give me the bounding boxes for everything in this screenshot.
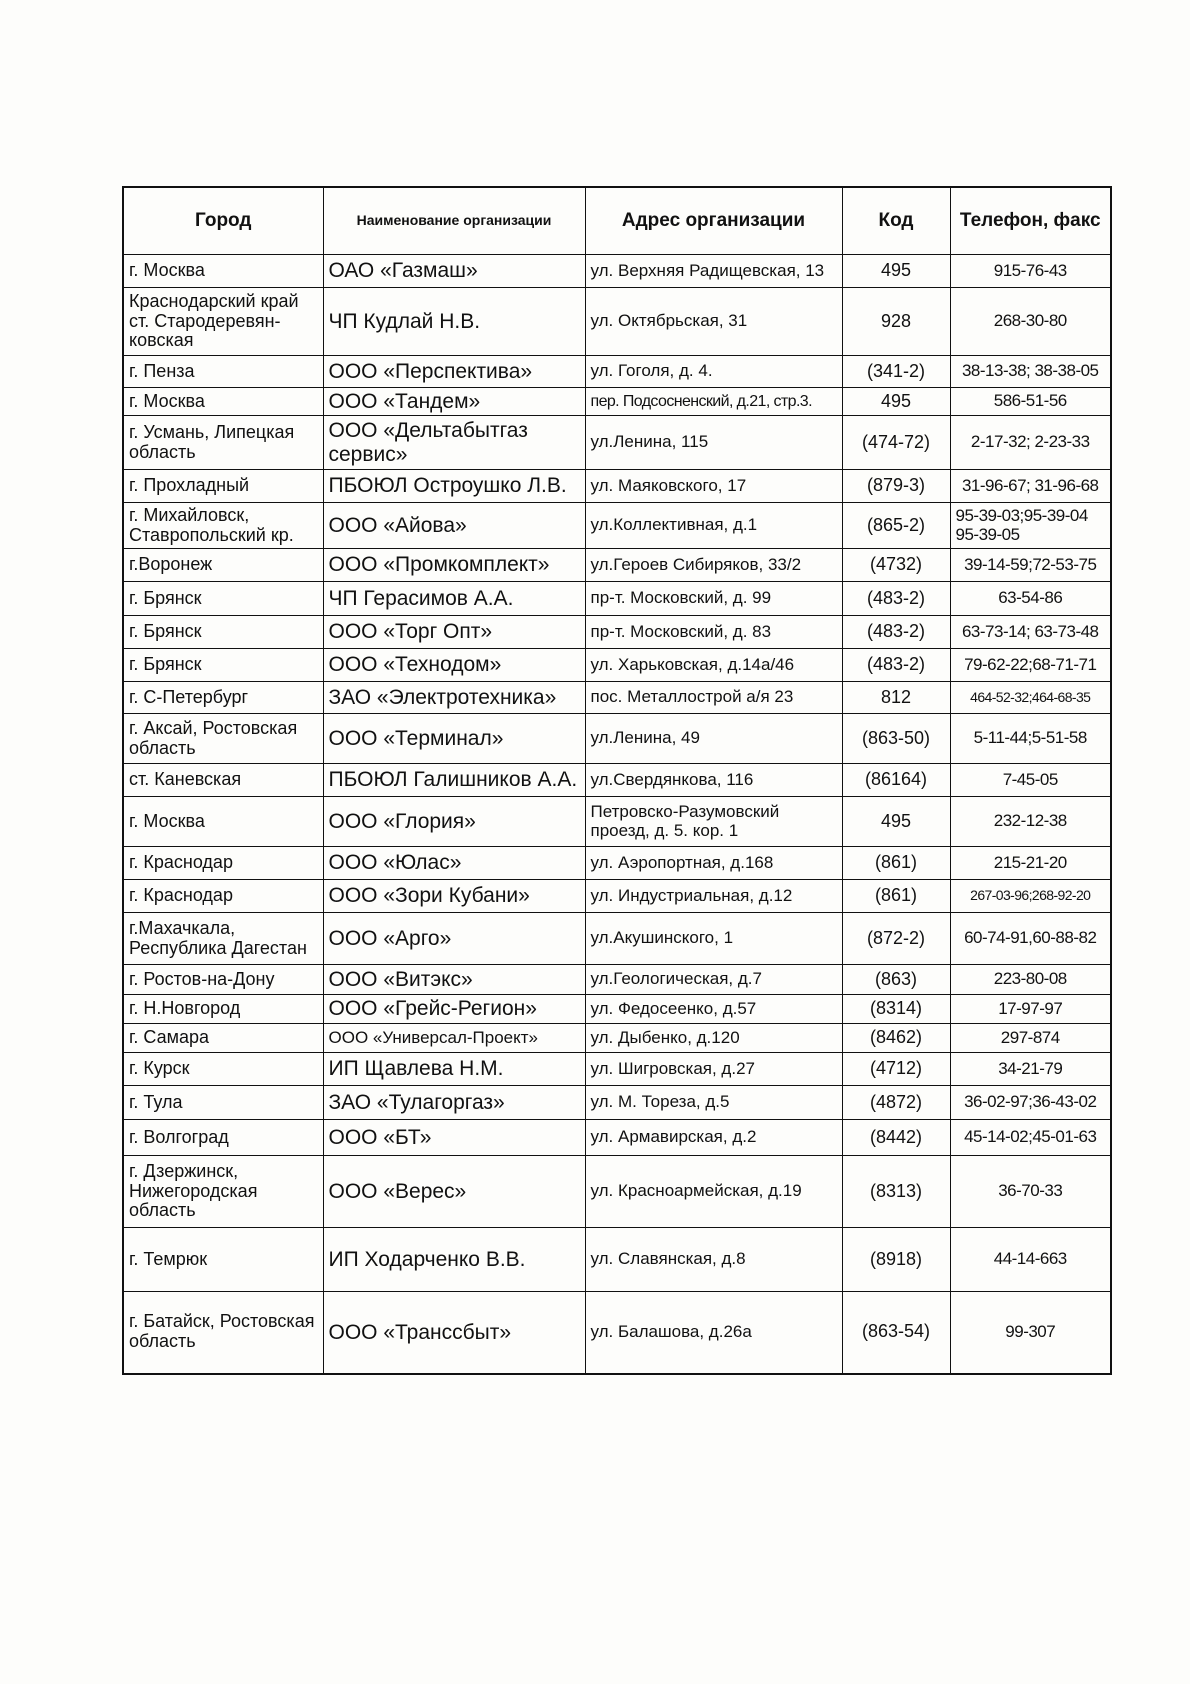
table-row xyxy=(123,913,1111,965)
code-cell: (8442) xyxy=(842,1120,950,1156)
phone-cell: 95-39-03;95-39-04 95-39-05 xyxy=(950,503,1111,549)
city-cell: г. Москва xyxy=(123,255,323,288)
organization-cell: ОАО «Газмаш» xyxy=(323,255,585,288)
city-cell: г. Михайловск, Ставропольский кр. xyxy=(123,503,323,549)
table-row xyxy=(123,388,1111,416)
table-row xyxy=(123,995,1111,1024)
address-cell: пер. Подсосненский, д.21, стр.3. xyxy=(585,388,842,416)
code-cell: (483-2) xyxy=(842,649,950,682)
code-cell: (8462) xyxy=(842,1024,950,1053)
address-cell: ул.Свердянкова, 116 xyxy=(585,764,842,797)
city-cell: г. Аксай, Ростовская область xyxy=(123,714,323,764)
city-cell: г. Дзержинск, Нижегородская область xyxy=(123,1156,323,1228)
header-address: Адрес организации xyxy=(585,187,842,255)
phone-cell: 39-14-59;72-53-75 xyxy=(950,549,1111,582)
phone-cell: 38-13-38; 38-38-05 xyxy=(950,356,1111,388)
organization-cell: ООО «Арго» xyxy=(323,913,585,965)
phone-cell: 45-14-02;45-01-63 xyxy=(950,1120,1111,1156)
organization-cell: ООО «Витэкс» xyxy=(323,965,585,995)
table-row xyxy=(123,682,1111,714)
table-row xyxy=(123,503,1111,549)
organization-cell: ООО «Дельтабытгаз сервис» xyxy=(323,416,585,470)
code-cell: (4732) xyxy=(842,549,950,582)
table-row xyxy=(123,549,1111,582)
city-cell: г. Темрюк xyxy=(123,1228,323,1292)
address-cell: ул. Маяковского, 17 xyxy=(585,470,842,503)
phone-cell: 44-14-663 xyxy=(950,1228,1111,1292)
address-cell: ул. Дыбенко, д.120 xyxy=(585,1024,842,1053)
city-cell: г. Курск xyxy=(123,1053,323,1086)
address-cell: пос. Металлострой а/я 23 xyxy=(585,682,842,714)
city-cell: г. Брянск xyxy=(123,582,323,616)
address-cell: ул. М. Тореза, д.5 xyxy=(585,1086,842,1120)
organization-cell: ИП Ходарченко В.В. xyxy=(323,1228,585,1292)
table-row xyxy=(123,1086,1111,1120)
phone-cell: 2-17-32; 2-23-33 xyxy=(950,416,1111,470)
table-row xyxy=(123,965,1111,995)
phone-cell: 267-03-96;268-92-20 xyxy=(950,880,1111,913)
city-cell: г. Батайск, Ростовская область xyxy=(123,1292,323,1374)
code-cell: (863-50) xyxy=(842,714,950,764)
code-cell: (879-3) xyxy=(842,470,950,503)
code-cell: 928 xyxy=(842,288,950,356)
phone-cell: 79-62-22;68-71-71 xyxy=(950,649,1111,682)
table-row xyxy=(123,797,1111,847)
city-cell: г. Москва xyxy=(123,797,323,847)
table-row xyxy=(123,1156,1111,1228)
table-row xyxy=(123,880,1111,913)
address-cell: пр-т. Московский, д. 99 xyxy=(585,582,842,616)
code-cell: (483-2) xyxy=(842,616,950,649)
city-cell: г. Тула xyxy=(123,1086,323,1120)
table-row xyxy=(123,1024,1111,1053)
code-cell: 495 xyxy=(842,797,950,847)
table-row xyxy=(123,1228,1111,1292)
address-cell: ул.Коллективная, д.1 xyxy=(585,503,842,549)
phone-cell: 586-51-56 xyxy=(950,388,1111,416)
city-cell: г. Краснодар xyxy=(123,880,323,913)
code-cell: (8314) xyxy=(842,995,950,1024)
code-cell: 495 xyxy=(842,388,950,416)
address-cell: пр-т. Московский, д. 83 xyxy=(585,616,842,649)
city-cell: ст. Каневская xyxy=(123,764,323,797)
organizations-table xyxy=(122,186,1112,1375)
organization-cell: ЗАО «Тулагоргаз» xyxy=(323,1086,585,1120)
code-cell: (4872) xyxy=(842,1086,950,1120)
address-cell: ул. Федосеенко, д.57 xyxy=(585,995,842,1024)
code-cell: 812 xyxy=(842,682,950,714)
code-cell: 495 xyxy=(842,255,950,288)
organization-cell: ООО «Грейс-Регион» xyxy=(323,995,585,1024)
table-row xyxy=(123,1292,1111,1374)
city-cell: г. Брянск xyxy=(123,616,323,649)
address-cell: ул. Индустриальная, д.12 xyxy=(585,880,842,913)
organization-cell: ООО «Универсал-Проект» xyxy=(323,1024,585,1053)
phone-cell: 34-21-79 xyxy=(950,1053,1111,1086)
phone-cell: 17-97-97 xyxy=(950,995,1111,1024)
code-cell: (4712) xyxy=(842,1053,950,1086)
organization-cell: ПБОЮЛ Остроушко Л.В. xyxy=(323,470,585,503)
table-row xyxy=(123,1120,1111,1156)
address-cell: ул. Армавирская, д.2 xyxy=(585,1120,842,1156)
phone-cell: 297-874 xyxy=(950,1024,1111,1053)
organization-cell: ООО «Юлас» xyxy=(323,847,585,880)
organization-cell: ООО «Перспектива» xyxy=(323,356,585,388)
address-cell: ул.Геологическая, д.7 xyxy=(585,965,842,995)
table-row xyxy=(123,1053,1111,1086)
table-header-row xyxy=(123,187,1111,255)
address-cell: ул. Шигровская, д.27 xyxy=(585,1053,842,1086)
organization-cell: ООО «Транссбыт» xyxy=(323,1292,585,1374)
organization-cell: ООО «Промкомплект» xyxy=(323,549,585,582)
address-cell: ул.Ленина, 49 xyxy=(585,714,842,764)
phone-cell: 63-73-14; 63-73-48 xyxy=(950,616,1111,649)
code-cell: (861) xyxy=(842,880,950,913)
table-row xyxy=(123,714,1111,764)
city-cell: г. Самара xyxy=(123,1024,323,1053)
city-cell: г. Усмань, Липецкая область xyxy=(123,416,323,470)
city-cell: г. Волгоград xyxy=(123,1120,323,1156)
phone-cell: 31-96-67; 31-96-68 xyxy=(950,470,1111,503)
code-cell: (86164) xyxy=(842,764,950,797)
phone-cell: 36-02-97;36-43-02 xyxy=(950,1086,1111,1120)
table-row xyxy=(123,356,1111,388)
organization-cell: ООО «Айова» xyxy=(323,503,585,549)
code-cell: (8918) xyxy=(842,1228,950,1292)
address-cell: ул.Ленина, 115 xyxy=(585,416,842,470)
phone-cell: 36-70-33 xyxy=(950,1156,1111,1228)
address-cell: ул.Акушинского, 1 xyxy=(585,913,842,965)
table-row xyxy=(123,847,1111,880)
organization-cell: ООО «Глория» xyxy=(323,797,585,847)
code-cell: (863) xyxy=(842,965,950,995)
table-row xyxy=(123,416,1111,470)
table-row xyxy=(123,649,1111,682)
city-cell: г. Прохладный xyxy=(123,470,323,503)
phone-cell: 60-74-91,60-88-82 xyxy=(950,913,1111,965)
city-cell: г.Махачкала, Республика Дагестан xyxy=(123,913,323,965)
code-cell: (872-2) xyxy=(842,913,950,965)
organization-cell: ООО «БТ» xyxy=(323,1120,585,1156)
phone-cell: 268-30-80 xyxy=(950,288,1111,356)
address-cell: ул. Аэропортная, д.168 xyxy=(585,847,842,880)
table-row xyxy=(123,764,1111,797)
city-cell: г. Краснодар xyxy=(123,847,323,880)
organization-cell: ООО «Верес» xyxy=(323,1156,585,1228)
address-cell: ул. Верхняя Радищевская, 13 xyxy=(585,255,842,288)
address-cell: ул. Славянская, д.8 xyxy=(585,1228,842,1292)
organization-cell: ИП Щавлева Н.М. xyxy=(323,1053,585,1086)
phone-cell: 7-45-05 xyxy=(950,764,1111,797)
phone-cell: 464-52-32;464-68-35 xyxy=(950,682,1111,714)
organization-cell: ООО «Зори Кубани» xyxy=(323,880,585,913)
city-cell: г. Москва xyxy=(123,388,323,416)
organization-cell: ЧП Кудлай Н.В. xyxy=(323,288,585,356)
address-cell: ул. Гоголя, д. 4. xyxy=(585,356,842,388)
city-cell: г. Брянск xyxy=(123,649,323,682)
organization-cell: ПБОЮЛ Галишников А.А. xyxy=(323,764,585,797)
organization-cell: ООО «Терминал» xyxy=(323,714,585,764)
code-cell: (8313) xyxy=(842,1156,950,1228)
address-cell: ул. Харьковская, д.14а/46 xyxy=(585,649,842,682)
organization-cell: ООО «Тандем» xyxy=(323,388,585,416)
header-city: Город xyxy=(123,187,323,255)
organization-cell: ЧП Герасимов А.А. xyxy=(323,582,585,616)
table-row xyxy=(123,288,1111,356)
city-cell: г. Ростов-на-Дону xyxy=(123,965,323,995)
organization-cell: ООО «Технодом» xyxy=(323,649,585,682)
table-row xyxy=(123,255,1111,288)
header-phone: Телефон, факс xyxy=(950,187,1111,255)
table-row xyxy=(123,616,1111,649)
phone-cell: 232-12-38 xyxy=(950,797,1111,847)
phone-cell: 223-80-08 xyxy=(950,965,1111,995)
phone-cell: 63-54-86 xyxy=(950,582,1111,616)
code-cell: (341-2) xyxy=(842,356,950,388)
table-body xyxy=(123,255,1111,1374)
phone-cell: 915-76-43 xyxy=(950,255,1111,288)
phone-cell: 215-21-20 xyxy=(950,847,1111,880)
code-cell: (863-54) xyxy=(842,1292,950,1374)
phone-cell: 99-307 xyxy=(950,1292,1111,1374)
phone-cell: 5-11-44;5-51-58 xyxy=(950,714,1111,764)
header-organization: Наименование организации xyxy=(323,187,585,255)
code-cell: (483-2) xyxy=(842,582,950,616)
city-cell: г.Воронеж xyxy=(123,549,323,582)
header-code: Код xyxy=(842,187,950,255)
address-cell: ул. Красноармейская, д.19 xyxy=(585,1156,842,1228)
organization-cell: ООО «Торг Опт» xyxy=(323,616,585,649)
code-cell: (474-72) xyxy=(842,416,950,470)
table-row xyxy=(123,582,1111,616)
address-cell: ул. Октябрьская, 31 xyxy=(585,288,842,356)
address-cell: ул.Героев Сибиряков, 33/2 xyxy=(585,549,842,582)
city-cell: г. Пенза xyxy=(123,356,323,388)
city-cell: г. Н.Новгород xyxy=(123,995,323,1024)
address-cell: Петровско-Разумовский проезд, д. 5. кор. 1 xyxy=(585,797,842,847)
address-cell: ул. Балашова, д.26а xyxy=(585,1292,842,1374)
code-cell: (865-2) xyxy=(842,503,950,549)
city-cell: г. С-Петербург xyxy=(123,682,323,714)
code-cell: (861) xyxy=(842,847,950,880)
city-cell: Краснодарский край ст. Стародеревян-ковская xyxy=(123,288,323,356)
organization-cell: ЗАО «Электротехника» xyxy=(323,682,585,714)
table-row xyxy=(123,470,1111,503)
